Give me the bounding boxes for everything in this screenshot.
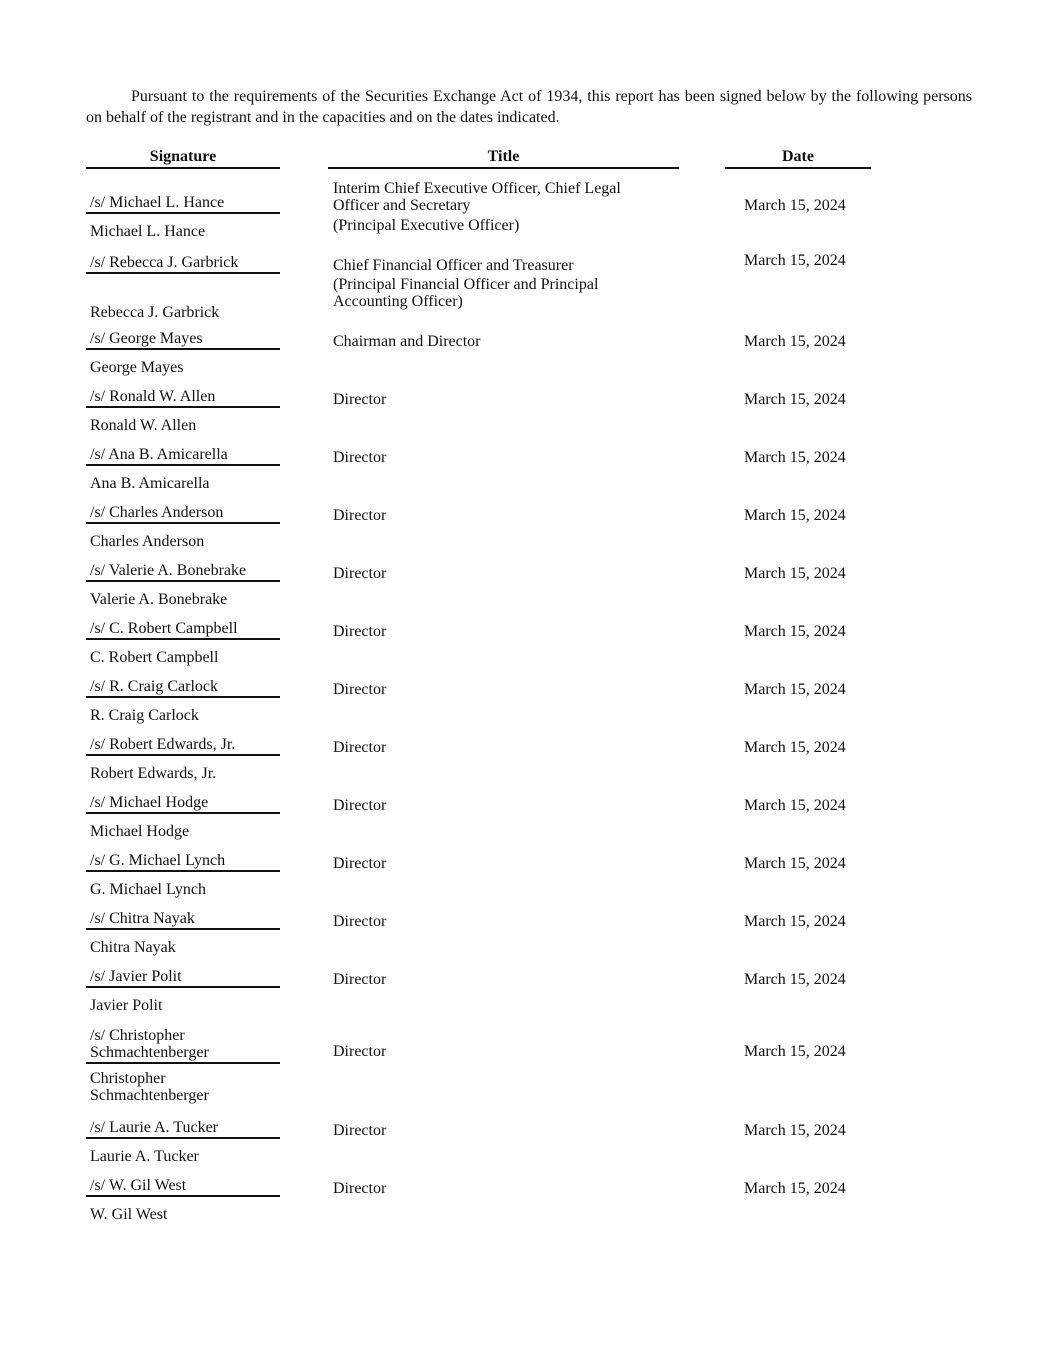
printed-name: R. Craig Carlock: [90, 707, 199, 724]
title-text: Director: [333, 449, 387, 466]
title-text: Director: [333, 855, 387, 872]
date-text: March 15, 2024: [744, 1043, 846, 1060]
header-date: Date: [725, 148, 871, 169]
date-text: March 15, 2024: [744, 855, 846, 872]
title-text: Chief Financial Officer and Treasurer: [333, 257, 574, 274]
signed-name: /s/ C. Robert Campbell: [86, 618, 280, 640]
signed-name: /s/ Michael L. Hance: [86, 176, 280, 214]
title-subtext: (Principal Financial Officer and Principal Accounting Officer): [333, 276, 599, 310]
date-text: March 15, 2024: [744, 333, 846, 350]
signed-name: /s/ Robert Edwards, Jr.: [86, 734, 280, 756]
date-text: March 15, 2024: [744, 391, 846, 408]
printed-name: Chitra Nayak: [90, 939, 176, 956]
printed-name: Laurie A. Tucker: [90, 1148, 199, 1165]
header-title: Title: [328, 148, 679, 169]
title-text: Interim Chief Executive Officer, Chief Legal Officer and Secretary: [333, 180, 621, 214]
title-text: Director: [333, 797, 387, 814]
signed-name: /s/ George Mayes: [86, 328, 280, 350]
printed-name: George Mayes: [90, 359, 184, 376]
date-text: March 15, 2024: [744, 1122, 846, 1139]
signed-name: /s/ G. Michael Lynch: [86, 850, 280, 872]
date-text: March 15, 2024: [744, 449, 846, 466]
date-text: March 15, 2024: [744, 971, 846, 988]
signed-name: /s/ Charles Anderson: [86, 502, 280, 524]
printed-name: W. Gil West: [90, 1206, 168, 1223]
date-text: March 15, 2024: [744, 797, 846, 814]
printed-name: Robert Edwards, Jr.: [90, 765, 217, 782]
signed-name: /s/ Ronald W. Allen: [86, 386, 280, 408]
title-text: Director: [333, 739, 387, 756]
date-text: March 15, 2024: [744, 197, 846, 214]
date-text: March 15, 2024: [744, 1180, 846, 1197]
printed-name: Valerie A. Bonebrake: [90, 591, 228, 608]
printed-name: C. Robert Campbell: [90, 649, 219, 666]
title-text: Director: [333, 681, 387, 698]
printed-name: Michael Hodge: [90, 823, 190, 840]
signed-name: /s/ Ana B. Amicarella: [86, 444, 280, 466]
date-text: March 15, 2024: [744, 507, 846, 524]
title-text: Director: [333, 971, 387, 988]
printed-name: Javier Polit: [90, 997, 163, 1014]
signed-name: /s/ Rebecca J. Garbrick: [86, 252, 280, 274]
printed-name: Charles Anderson: [90, 533, 205, 550]
printed-name: G. Michael Lynch: [90, 881, 206, 898]
printed-name: Rebecca J. Garbrick: [90, 304, 220, 321]
title-text: Director: [333, 1122, 387, 1139]
title-text: Director: [333, 1180, 387, 1197]
signed-name: /s/ Javier Polit: [86, 966, 280, 988]
title-text: Director: [333, 565, 387, 582]
title-text: Director: [333, 913, 387, 930]
signed-name: /s/ Valerie A. Bonebrake: [86, 560, 280, 582]
signed-name: /s/ W. Gil West: [86, 1175, 280, 1197]
printed-name: Ronald W. Allen: [90, 417, 197, 434]
title-text: Director: [333, 1043, 387, 1060]
title-text: Director: [333, 391, 387, 408]
signed-name: /s/ Christopher Schmachtenberger: [86, 1024, 280, 1064]
date-text: March 15, 2024: [744, 681, 846, 698]
title-text: Director: [333, 623, 387, 640]
date-text: March 15, 2024: [744, 739, 846, 756]
title-text: Director: [333, 507, 387, 524]
intro-paragraph: Pursuant to the requirements of the Securities Exchange Act of 1934, this report has been signed below by the following persons on behalf of the registrant and in the capacities and on the dates indicated.: [86, 88, 972, 126]
title-subtext: (Principal Executive Officer): [333, 217, 520, 234]
signed-name: /s/ Laurie A. Tucker: [86, 1117, 280, 1139]
date-text: March 15, 2024: [744, 913, 846, 930]
printed-name: Ana B. Amicarella: [90, 475, 210, 492]
signed-name: /s/ Chitra Nayak: [86, 908, 280, 930]
date-text: March 15, 2024: [744, 252, 846, 269]
signed-name: /s/ Michael Hodge: [86, 792, 280, 814]
date-text: March 15, 2024: [744, 623, 846, 640]
date-text: March 15, 2024: [744, 565, 846, 582]
printed-name: Christopher Schmachtenberger: [90, 1070, 209, 1104]
title-text: Chairman and Director: [333, 333, 481, 350]
printed-name: Michael L. Hance: [90, 223, 206, 240]
header-signature: Signature: [86, 148, 280, 169]
signed-name: /s/ R. Craig Carlock: [86, 676, 280, 698]
